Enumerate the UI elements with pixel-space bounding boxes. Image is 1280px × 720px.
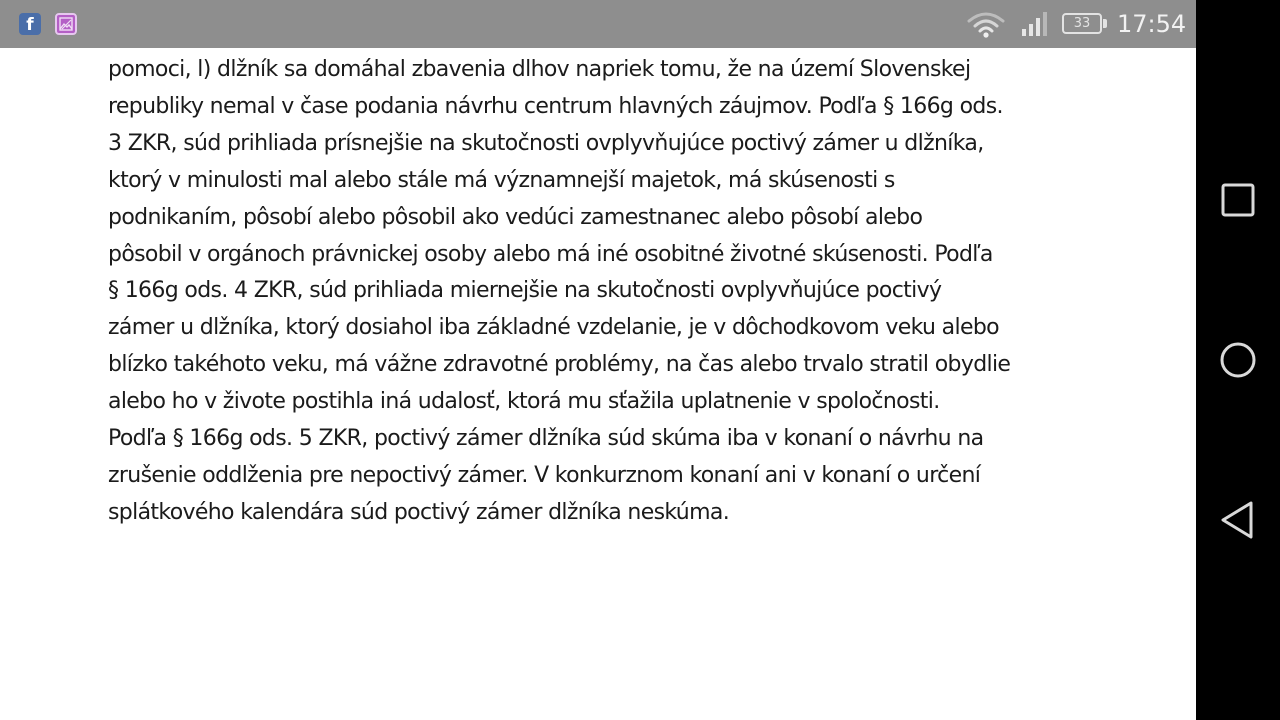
text-line: podnikaním, pôsobí alebo pôsobil ako vedúci zamestnanec alebo pôsobí alebo bbox=[108, 204, 923, 230]
gallery-icon bbox=[55, 13, 77, 35]
text-line: § 166g ods. 4 ZKR, súd prihliada miernejšie na skutočnosti ovplyvňujúce poctivý bbox=[108, 278, 942, 304]
recent-apps-button[interactable] bbox=[1214, 176, 1262, 224]
text-line: zrušenie oddlženia pre nepoctivý zámer. V konkurznom konaní ani v konaní o určení bbox=[108, 462, 981, 488]
text-line: zámer u dlžníka, ktorý dosiahol iba základné vzdelanie, je v dôchodkovom veku alebo bbox=[108, 315, 999, 341]
text-line: republiky nemal v čase podania návrhu centrum hlavných záujmov. Podľa § 166g ods. bbox=[108, 93, 1003, 119]
text-line: Podľa § 166g ods. 5 ZKR, poctivý zámer dlžníka súd skúma iba v konaní o návrhu na bbox=[108, 426, 984, 452]
status-time: 17:54 bbox=[1117, 10, 1187, 38]
text-line: ktorý v minulosti mal alebo stále má významnejší majetok, má skúsenosti s bbox=[108, 167, 895, 193]
status-bar bbox=[0, 0, 1196, 48]
triangle-back-icon bbox=[1218, 500, 1258, 540]
text-line: splátkového kalendára súd poctivý zámer dlžníka neskúma. bbox=[108, 499, 730, 525]
text-line: 3 ZKR, súd prihliada prísnejšie na skutočnosti ovplyvňujúce poctivý zámer u dlžníka, bbox=[108, 130, 984, 156]
signal-icon bbox=[1020, 11, 1052, 37]
square-icon bbox=[1220, 182, 1256, 218]
text-line: blízko takéhoto veku, má vážne zdravotné problémy, na čas alebo trvalo stratil obydlie bbox=[108, 352, 1011, 378]
wifi-icon bbox=[966, 9, 1006, 39]
text-line: pomoci, l) dlžník sa domáhal zbavenia dlhov napriek tomu, že na území Slovenskej bbox=[108, 57, 971, 82]
document-paragraph bbox=[108, 52, 1010, 532]
facebook-icon: f bbox=[19, 13, 41, 35]
circle-icon bbox=[1218, 340, 1258, 380]
back-button[interactable] bbox=[1214, 496, 1262, 544]
home-button[interactable] bbox=[1214, 336, 1262, 384]
text-line: pôsobil v orgánoch právnickej osoby alebo má iné osobitné životné skúsenosti. Podľa bbox=[108, 241, 993, 267]
battery-level: 33 bbox=[1073, 16, 1091, 31]
text-line: alebo ho v živote postihla iná udalosť, ktorá mu sťažila uplatnenie v spoločnosti. bbox=[108, 389, 940, 415]
document-view[interactable] bbox=[0, 48, 1196, 720]
battery-tip bbox=[1103, 19, 1107, 28]
battery-icon bbox=[1062, 13, 1102, 34]
navigation-bar bbox=[1196, 0, 1280, 720]
